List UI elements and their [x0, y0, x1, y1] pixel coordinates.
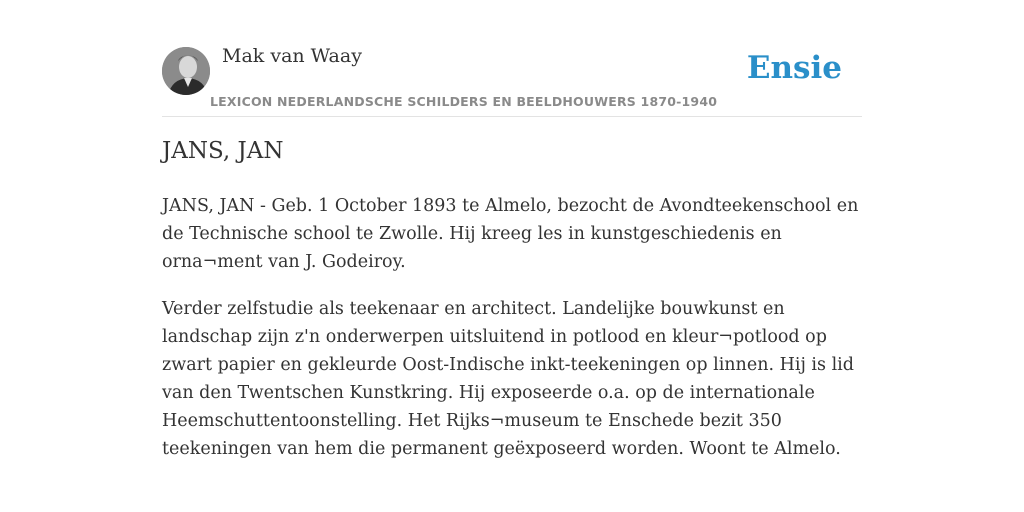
ensie-logo[interactable]: Ensie — [746, 50, 842, 86]
author-portrait-icon — [162, 47, 210, 95]
article-body — [162, 192, 867, 482]
article-title: JANS, JAN — [162, 138, 284, 164]
lexicon-subtitle[interactable]: LEXICON NEDERLANDSCHE SCHILDERS EN BEELDHOUWERS 1870-1940 — [210, 94, 718, 109]
author-name[interactable]: Mak van Waay — [222, 45, 362, 67]
header — [162, 44, 862, 117]
article-paragraph: Verder zelfstudie als teekenaar en architect. Landelijke bouwkunst en landschap zijn z'n onderwerpen uitsluitend in potlood en kleur¬potlood op zwart papier en gekleurde Oost-Indische inkt-teekeningen op linnen. Hij is lid van den Twentschen Kunstkring. Hij exposeerde o.a. op de internationale Heemschuttentoonstelling. Het Rijks¬museum te Enschede bezit 350 teekeningen van hem die permanent geëxposeerd worden. Woont te Almelo. — [162, 299, 854, 459]
article-paragraph: JANS, JAN - Geb. 1 October 1893 te Almelo, bezocht de Avondteekenschool en de Technische school te Zwolle. Hij kreeg les in kunstgeschiedenis en orna¬ment van J. Godeiroy. — [162, 196, 859, 272]
author-avatar[interactable] — [162, 47, 210, 95]
